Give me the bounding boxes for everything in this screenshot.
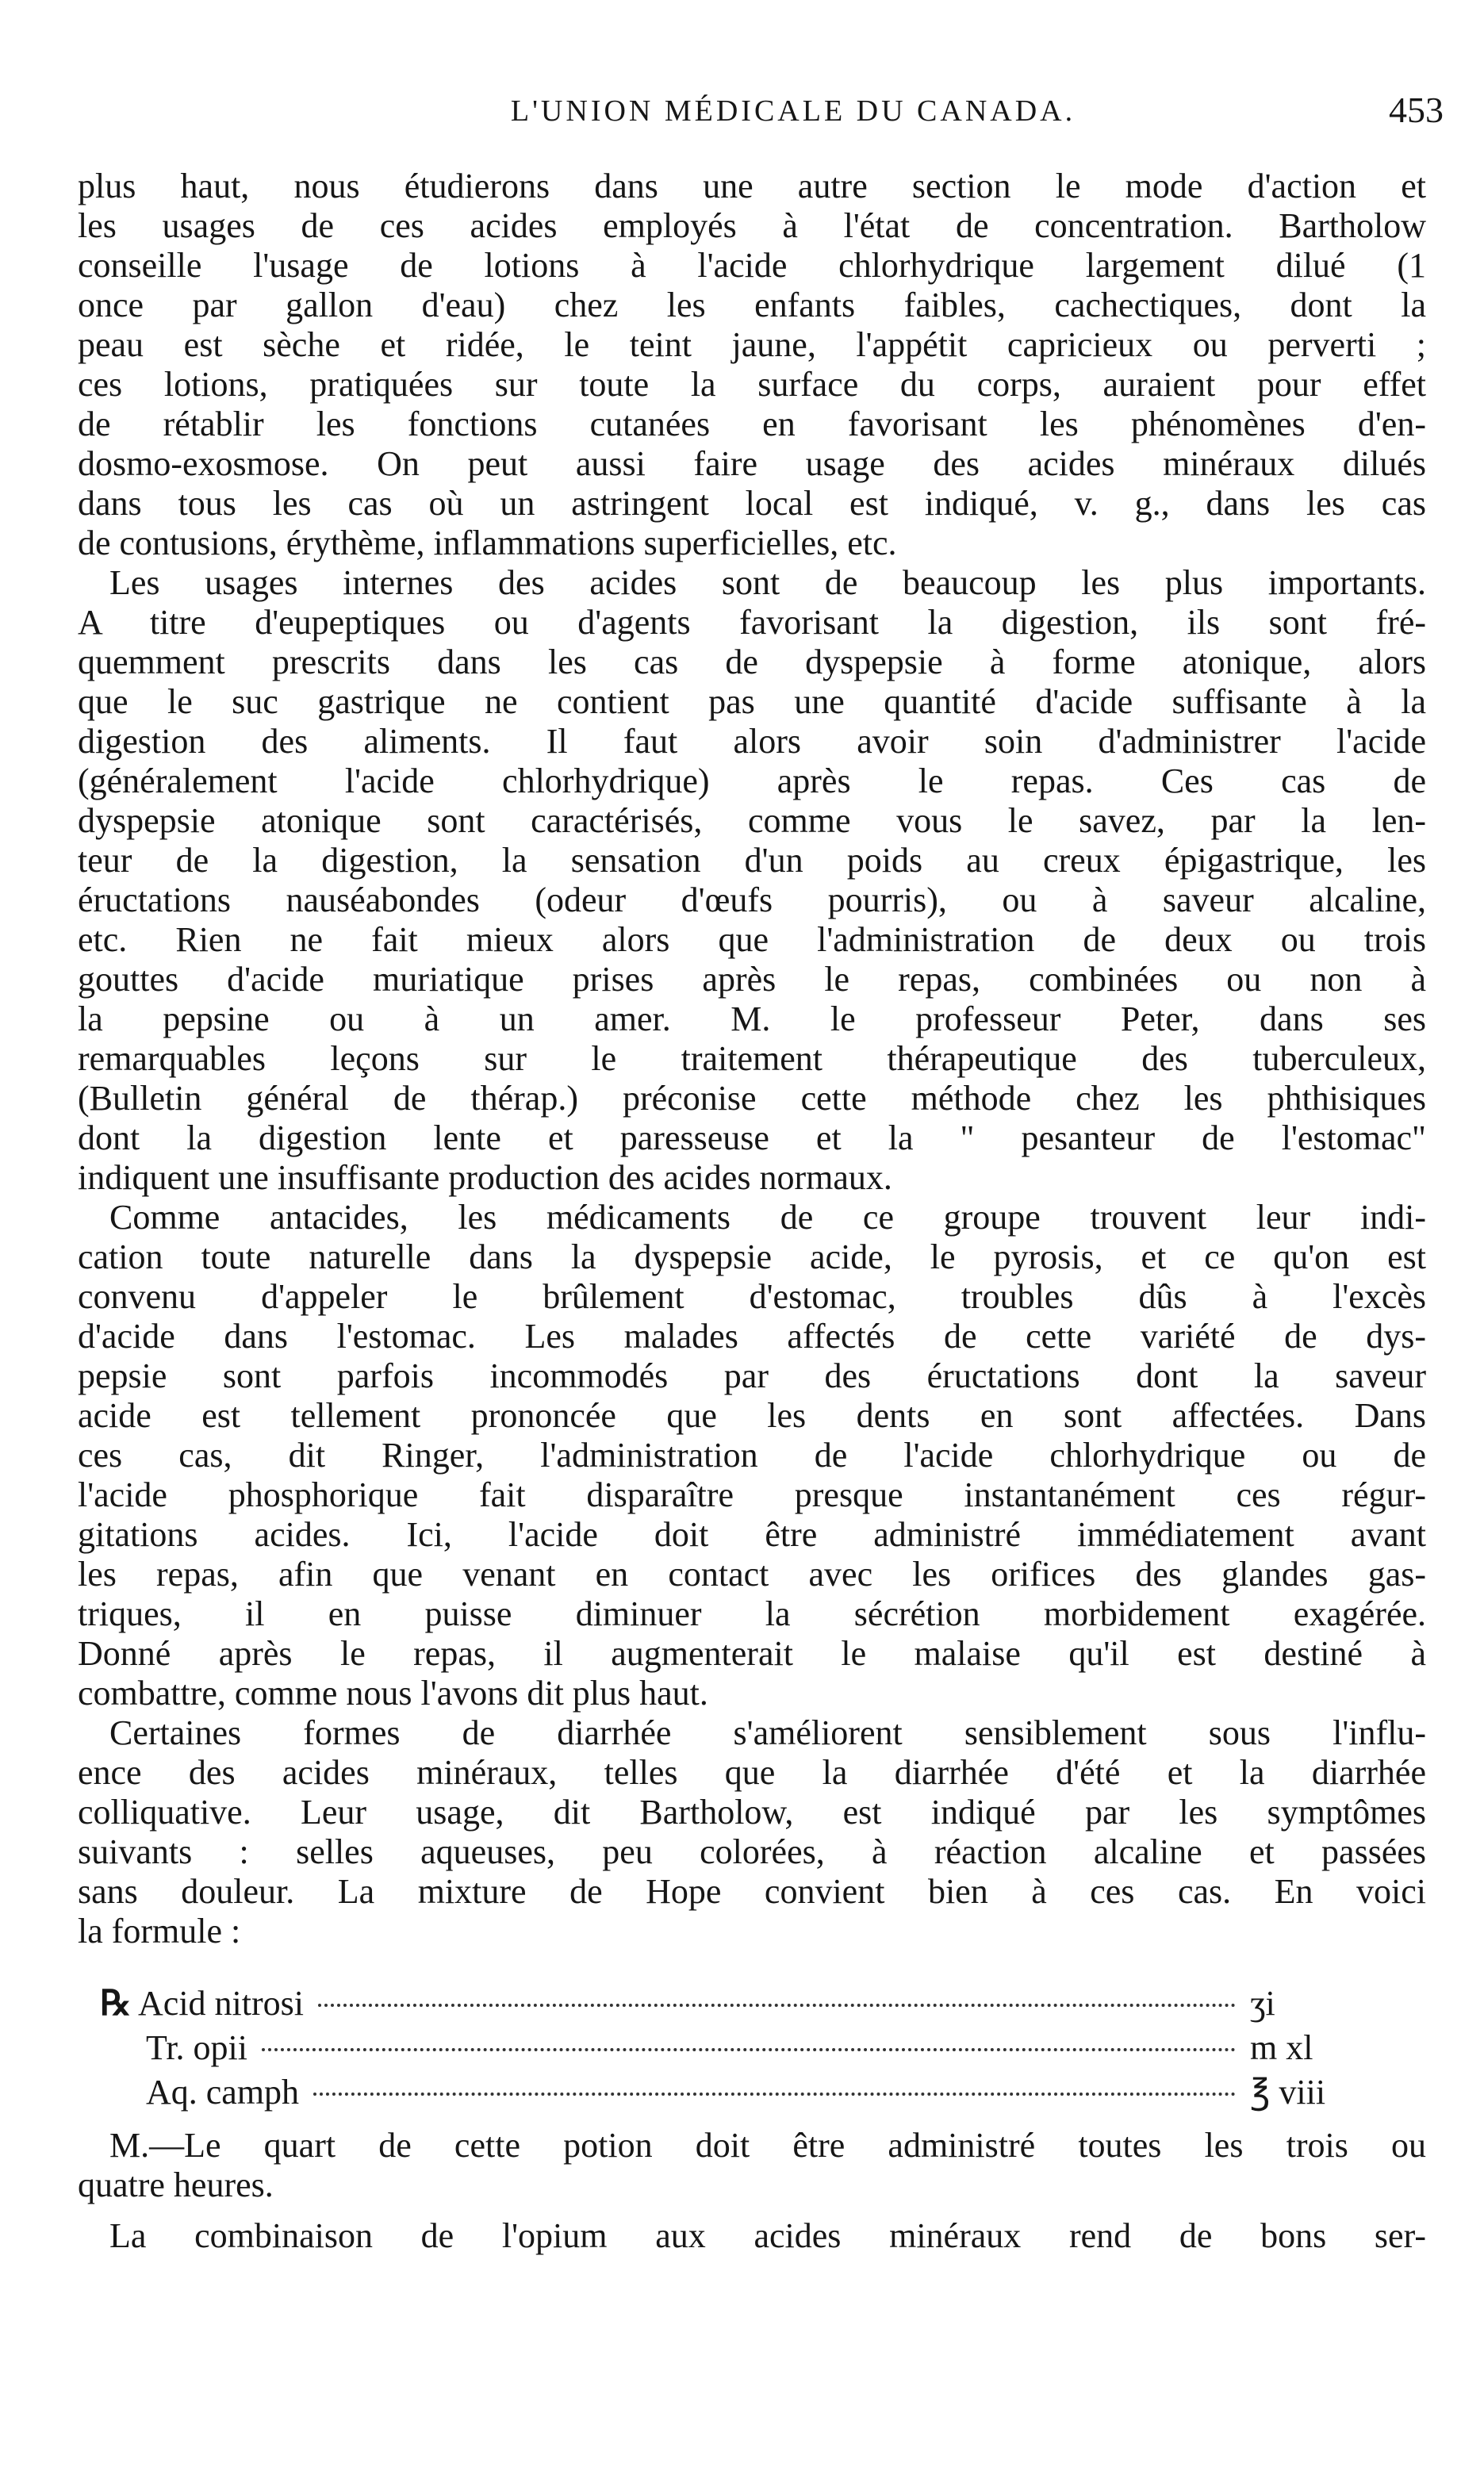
ingredient-quantity: ʒi [1250,1984,1275,2023]
text-line: cation toute naturelle dans la dyspepsie acide, le pyrosis, et ce qu'on est [78,1237,1426,1276]
formula-row [100,2070,1353,2115]
formula-row [100,1981,1353,2026]
text-line: acide est tellement prononcée que les dents en sont affectées. Dans [78,1396,1426,1435]
formula-row [100,2026,1353,2070]
paragraph-antacids [78,1198,1426,1713]
text-line: de contusions, érythème, inflammations superficielles, etc. [78,524,897,562]
ingredient-name: Tr. opii [146,2028,248,2067]
text-line: ence des acides minéraux, telles que la diarrhée d'été et la diarrhée [78,1753,1426,1792]
text-line: que le suc gastrique ne contient pas une quantité d'acide suffisante à la [78,682,1426,721]
text-line: ces lotions, pratiquées sur toute la surface du corps, auraient pour effet [78,365,1426,404]
text-line: dans tous les cas où un astringent local est indiqué, v. g., dans les cas [78,484,1426,523]
text-line: (généralement l'acide chlorhydrique) après le repas. Ces cas de [78,761,1426,800]
text-line: A titre d'eupeptiques ou d'agents favorisant la digestion, ils sont fré- [78,603,1426,642]
text-line: sans douleur. La mixture de Hope convient bien à ces cas. En voici [78,1872,1426,1911]
paragraph-diarrhea [78,1713,1426,1951]
text-line: Les usages internes des acides sont de beaucoup les plus importants. [109,563,1426,602]
text-line: once par gallon d'eau) chez les enfants faibles, cachectiques, dont la [78,286,1426,324]
text-line: conseille l'usage de lotions à l'acide chlorhydrique largement dilué (1 [78,246,1426,285]
paragraph-internal-uses [78,563,1426,1198]
text-line: pepsie sont parfois incommodés par des éructations dont la saveur [78,1356,1426,1395]
text-line: Certaines formes de diarrhée s'améliorent sensiblement sous l'influ- [109,1713,1426,1752]
prescription-formula [100,1981,1353,2115]
ingredient-name: Aq. camph [146,2073,300,2112]
running-title: L'UNION MÉDICALE DU CANADA. [510,94,1076,128]
text-line: quatre heures. [78,2166,274,2204]
text-line: colliquative. Leur usage, dit Bartholow, est indiqué par les symptômes [78,1793,1426,1832]
ingredient-name: Acid nitrosi [138,1984,305,2023]
spacer [78,2115,1426,2126]
text-line: teur de la digestion, la sensation d'un poids au creux épigastrique, les [78,841,1426,880]
dot-leader [313,2093,1236,2096]
body-text [78,167,1426,2256]
text-line: gitations acides. Ici, l'acide doit être administré immédiatement avant [78,1515,1426,1554]
paragraph-closing [78,2216,1426,2256]
text-line: de rétablir les fonctions cutanées en favorisant les phénomènes d'en- [78,405,1426,443]
text-line: d'acide dans l'estomac. Les malades affectés de cette variété de dys- [78,1317,1426,1356]
text-line: dont la digestion lente et paresseuse et la " pesanteur de l'estomac" [78,1118,1426,1157]
text-line: gouttes d'acide muriatique prises après le repas, combinées ou non à [78,960,1426,999]
text-line: dyspepsie atonique sont caractérisés, comme vous le savez, par la len- [78,801,1426,840]
text-line: convenu d'appeler le brûlement d'estomac, troubles dûs à l'excès [78,1277,1426,1316]
text-line: combattre, comme nous l'avons dit plus haut. [78,1674,708,1713]
text-line: les usages de ces acides employés à l'état de concentration. Bartholow [78,206,1426,245]
dot-leader [318,2004,1236,2007]
ingredient-quantity: ℥ viii [1250,2073,1326,2112]
text-line: (Bulletin général de thérap.) préconise cette méthode chez les phthisiques [78,1079,1426,1118]
paragraph-lotions [78,167,1426,563]
text-line: La combinaison de l'opium aux acides minéraux rend de bons ser- [109,2216,1426,2255]
spacer [78,2205,1426,2216]
page-number: 453 [1389,90,1444,130]
text-line: remarquables leçons sur le traitement thérapeutique des tuberculeux, [78,1039,1426,1078]
text-line: triques, il en puisse diminuer la sécrétion morbidement exagérée. [78,1594,1426,1633]
ingredient-quantity: m xl [1250,2028,1313,2067]
text-line: dosmo-exosmose. On peut aussi faire usage des acides minéraux dilués [78,444,1426,483]
paragraph-instruction [78,2126,1426,2205]
text-line: Comme antacides, les médicaments de ce groupe trouvent leur indi- [109,1198,1426,1237]
text-line: éructations nauséabondes (odeur d'œufs pourris), ou à saveur alcaline, [78,880,1426,919]
text-line: Donné après le repas, il augmenterait le malaise qu'il est destiné à [78,1634,1426,1673]
text-line: ces cas, dit Ringer, l'administration de l'acide chlorhydrique ou de [78,1436,1426,1475]
recipe-symbol: ℞ [100,1984,132,2023]
text-line: suivants : selles aqueuses, peu colorées, à réaction alcaline et passées [78,1832,1426,1871]
dot-leader [262,2048,1236,2051]
text-line: la pepsine ou à un amer. M. le professeur Peter, dans ses [78,999,1426,1038]
text-line: plus haut, nous étudierons dans une autre section le mode d'action et [78,167,1426,205]
text-line: M.—Le quart de cette potion doit être administré toutes les trois ou [109,2126,1426,2165]
text-line: indiquent une insuffisante production des acides normaux. [78,1158,892,1197]
text-line: l'acide phosphorique fait disparaître presque instantanément ces régur- [78,1475,1426,1514]
text-line: les repas, afin que venant en contact avec les orifices des glandes gas- [78,1555,1426,1594]
text-line: la formule : [78,1912,241,1951]
text-line: quemment prescrits dans les cas de dyspepsie à forme atonique, alors [78,643,1426,681]
text-line: etc. Rien ne fait mieux alors que l'administration de deux ou trois [78,920,1426,959]
text-line: peau est sèche et ridée, le teint jaune, l'appétit capricieux ou perverti ; [78,325,1426,364]
page-header [95,90,1444,149]
text-line: digestion des aliments. Il faut alors avoir soin d'administrer l'acide [78,722,1426,761]
spacer [78,1951,1426,1981]
